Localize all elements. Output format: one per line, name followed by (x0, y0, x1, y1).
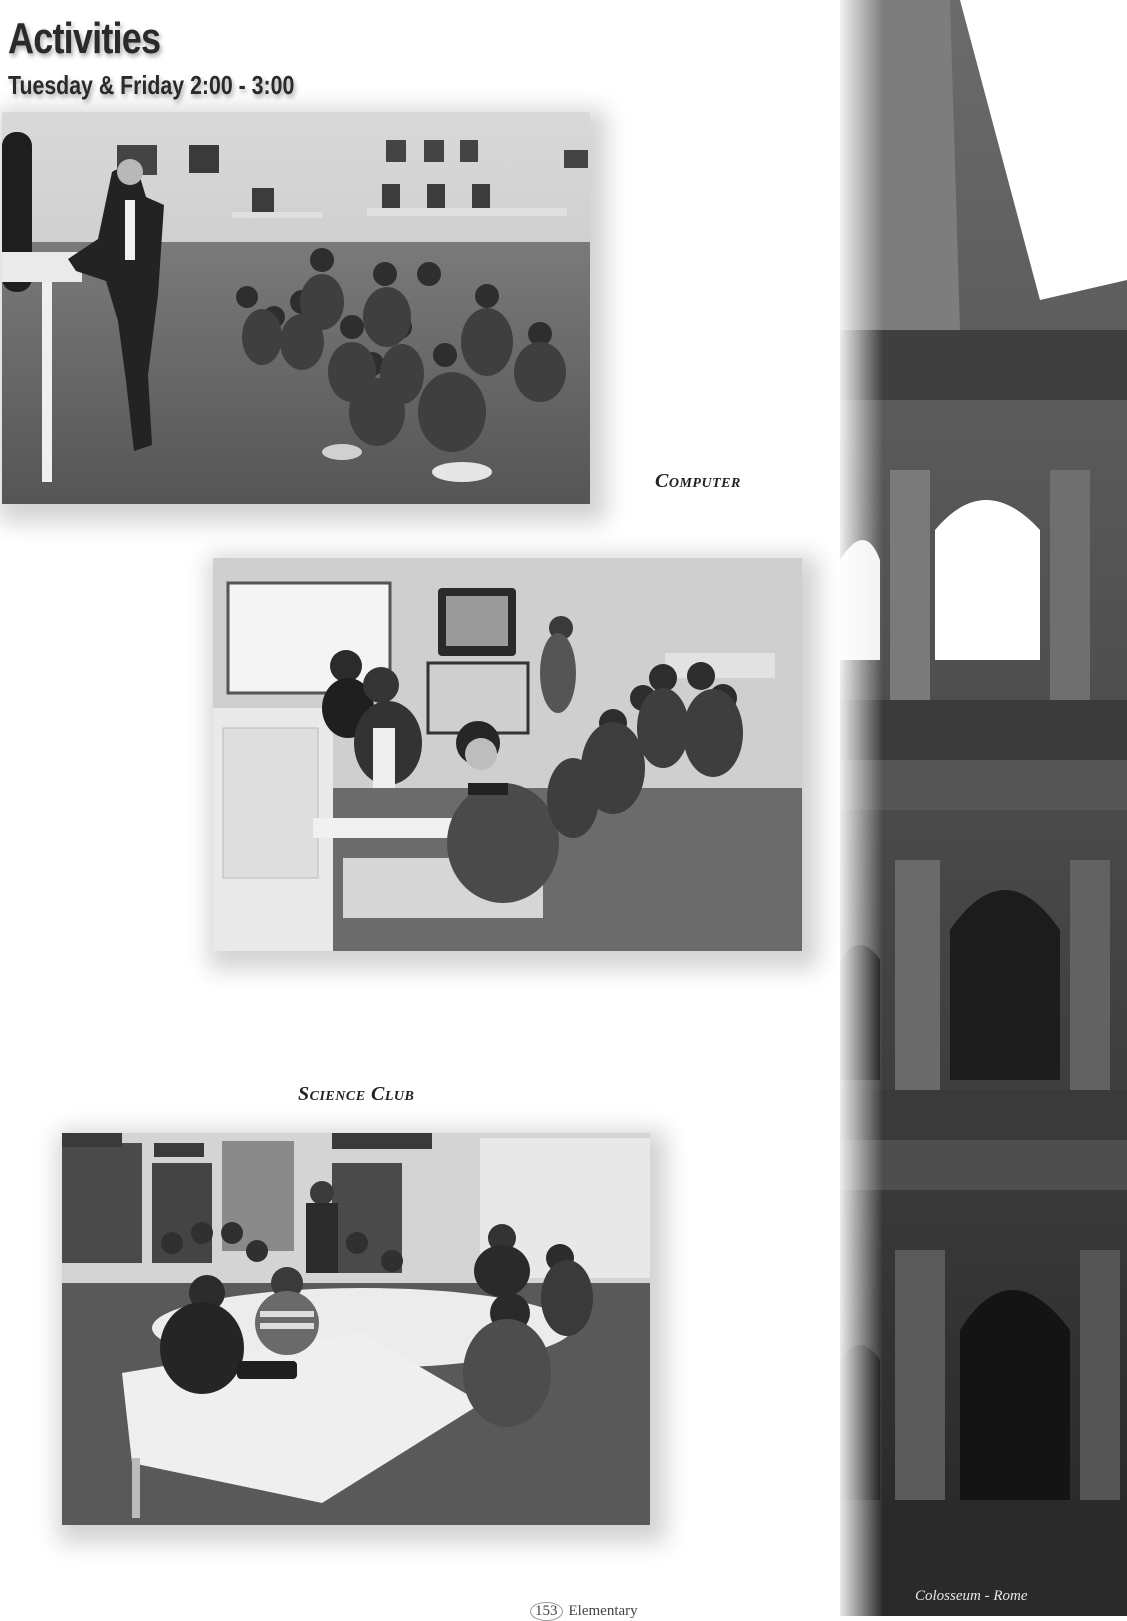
colosseum-photo (840, 0, 1127, 1616)
colosseum-caption: Colosseum - Rome (915, 1588, 1028, 1604)
science-club-photo (62, 1133, 650, 1525)
computer-class-photo-image (2, 112, 590, 504)
page-title: Activities (8, 14, 161, 63)
computer-class-photo (2, 112, 590, 504)
page-footer (530, 1602, 638, 1621)
page-subtitle: Tuesday & Friday 2:00 - 3:00 (8, 70, 295, 100)
page-number: 153 (530, 1602, 563, 1621)
science-club-caption: Science Club (298, 1083, 415, 1105)
computer-lab-photo-image (213, 558, 802, 951)
science-club-photo-image (62, 1133, 650, 1525)
computer-lab-photo (213, 558, 802, 951)
computer-caption: Computer (655, 470, 741, 492)
colosseum-photo-image (840, 0, 1127, 1616)
section-name: Elementary (568, 1603, 638, 1619)
